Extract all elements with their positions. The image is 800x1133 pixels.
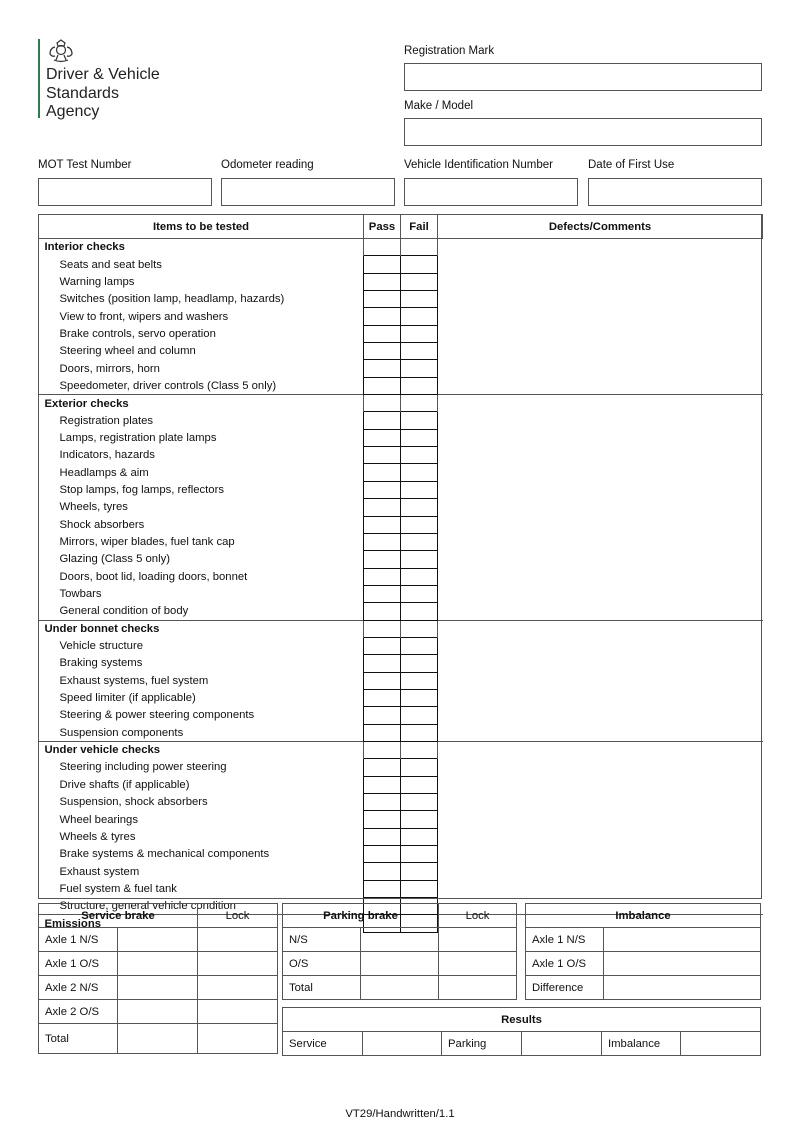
checklist-item-label: Vehicle structure [59,640,144,653]
parking-brake-table [282,903,517,1000]
vin-field[interactable] [404,178,578,206]
defects-cell[interactable] [438,568,763,585]
service-brake-row-label: Axle 2 O/S [39,1000,118,1024]
results-imbalance-cell[interactable] [681,1032,761,1056]
value-cell[interactable] [361,976,439,1000]
section-title: Interior checks [44,241,125,254]
results-service-label: Service [283,1032,363,1056]
defects-cell[interactable] [438,741,763,758]
defects-cell[interactable] [438,637,763,654]
checklist-item-row [39,533,763,550]
checklist-item-row [39,603,763,620]
fail-checkbox[interactable] [401,880,438,897]
checklist-item-row [39,568,763,585]
fail-checkbox[interactable] [401,846,438,863]
fail-checkbox[interactable] [401,759,438,776]
pass-blank [364,239,401,256]
checklist-item-row [39,811,763,828]
results-parking-label: Parking [442,1032,522,1056]
odometer-field[interactable] [221,178,395,206]
parking-brake-row-label: O/S [283,952,361,976]
value-cell[interactable] [118,1024,198,1054]
checklist-item-label: Doors, mirrors, horn [59,362,160,375]
checklist-item-label: Stop lamps, fog lamps, reflectors [59,483,224,496]
defects-cell[interactable] [438,863,763,880]
pass-blank [364,620,401,637]
section-title: Under bonnet checks [39,620,364,637]
parking-brake-title: Parking brake [283,904,439,928]
checklist-item-row [39,776,763,793]
checklist-item-label: Mirrors, wiper blades, fuel tank cap [59,536,235,549]
checklist-item-label: Wheel bearings [59,813,138,826]
fail-checkbox[interactable] [401,724,438,741]
fail-checkbox[interactable] [401,447,438,464]
fail-checkbox[interactable] [401,689,438,706]
checklist-item-label: Steering wheel and column [59,345,196,358]
checklist-item-row [39,516,763,533]
pass-checkbox[interactable] [364,707,401,724]
fail-checkbox[interactable] [401,794,438,811]
fail-blank [401,620,438,637]
pass-checkbox[interactable] [364,655,401,672]
defects-cell[interactable] [438,273,763,290]
form-reference: VT29/Handwritten/1.1 [345,1108,455,1120]
fail-checkbox[interactable] [401,568,438,585]
defects-cell[interactable] [438,846,763,863]
value-cell[interactable] [361,952,439,976]
pass-checkbox[interactable] [364,637,401,654]
checklist-item-row [39,551,763,568]
checklist-item-label: Doors, boot lid, loading doors, bonnet [59,570,248,583]
defects-cell[interactable] [438,516,763,533]
lock-cell[interactable] [198,976,278,1000]
checklist-item-row [39,464,763,481]
fail-checkbox[interactable] [401,516,438,533]
pass-checkbox[interactable] [364,447,401,464]
checklist-item-label: Seats and seat belts [59,258,162,271]
registration-mark-field[interactable] [404,63,762,91]
fail-checkbox[interactable] [401,603,438,620]
defects-cell[interactable] [438,533,763,550]
lock-cell[interactable] [439,928,517,952]
fail-checkbox[interactable] [401,481,438,498]
pass-checkbox[interactable] [364,776,401,793]
checklist-item-label: Fuel system & fuel tank [59,882,177,895]
defects-cell[interactable] [438,794,763,811]
defects-cell[interactable] [438,360,763,377]
defects-cell[interactable] [438,256,763,273]
value-cell[interactable] [604,928,761,952]
lock-cell[interactable] [439,952,517,976]
fail-checkbox[interactable] [401,360,438,377]
checklist-item-label: General condition of body [59,605,189,618]
defects-cell[interactable] [438,464,763,481]
value-cell[interactable] [604,952,761,976]
parking-brake-lock-header: Lock [439,904,517,928]
pass-blank [364,395,401,412]
fail-checkbox[interactable] [401,863,438,880]
pass-checkbox[interactable] [364,325,401,342]
checklist-item-row [39,828,763,845]
defects-cell[interactable] [438,828,763,845]
pass-checkbox[interactable] [364,429,401,446]
section-row [39,395,763,412]
section-title: Exterior checks [39,395,364,412]
checklist-item-row [39,655,763,672]
checklist-item-row [39,585,763,602]
pass-checkbox[interactable] [364,846,401,863]
checklist-item-row [39,291,763,308]
defects-cell[interactable] [438,620,763,637]
make-model-label: Make / Model [404,100,474,112]
pass-checkbox[interactable] [364,481,401,498]
value-cell[interactable] [118,928,198,952]
pass-blank [364,741,401,758]
service-brake-lock-header: Lock [198,904,278,928]
fail-checkbox[interactable] [401,637,438,654]
defects-cell[interactable] [438,585,763,602]
registration-mark-label: Registration Mark [404,45,495,57]
value-cell[interactable] [118,1000,198,1024]
defects-cell[interactable] [438,672,763,689]
fail-checkbox[interactable] [401,707,438,724]
defects-cell[interactable] [438,499,763,516]
checklist-item-label: Speedometer, driver controls (Class 5 only) [59,379,277,392]
agency-name [46,66,160,122]
defects-cell[interactable] [438,724,763,741]
defects-cell[interactable] [438,481,763,498]
pass-checkbox[interactable] [364,568,401,585]
emissions-label: Emissions [39,915,364,932]
agency-name-line: Agency [46,103,100,120]
checklist-item-row [39,343,763,360]
fail-header: Fail [401,215,438,239]
pass-checkbox[interactable] [364,672,401,689]
pass-checkbox[interactable] [364,551,401,568]
defects-cell[interactable] [438,447,763,464]
checklist-item-label: Steering & power steering components [59,709,255,722]
pass-checkbox[interactable] [364,308,401,325]
section-row [39,741,763,758]
pass-checkbox[interactable] [364,377,401,394]
checklist-item-row [39,707,763,724]
defects-cell[interactable] [438,429,763,446]
defects-cell[interactable] [438,325,763,342]
checklist-item-label: Lamps, registration plate lamps [59,431,217,444]
first-use-field[interactable] [588,178,762,206]
value-cell[interactable] [118,952,198,976]
defects-cell[interactable] [438,689,763,706]
pass-checkbox[interactable] [364,360,401,377]
fail-checkbox[interactable] [401,308,438,325]
fail-checkbox[interactable] [401,429,438,446]
fail-checkbox[interactable] [401,325,438,342]
fail-checkbox[interactable] [401,499,438,516]
pass-checkbox[interactable] [364,863,401,880]
pass-checkbox[interactable] [364,585,401,602]
fail-checkbox[interactable] [401,291,438,308]
value-cell[interactable] [118,976,198,1000]
checklist-item-label: Glazing (Class 5 only) [59,553,170,566]
checklist-item-label: Indicators, hazards [59,449,155,462]
fail-checkbox[interactable] [401,377,438,394]
value-cell[interactable] [361,928,439,952]
checklist-item-label: Drive shafts (if applicable) [59,778,190,791]
defects-cell[interactable] [438,239,763,256]
section-row [39,239,763,256]
defects-cell[interactable] [438,603,763,620]
lock-cell[interactable] [198,1000,278,1024]
checklist-item-label: Braking systems [59,657,143,670]
checklist-table [38,214,763,933]
checklist-item-label: Towbars [59,588,102,601]
checklist-item-row [39,412,763,429]
results-service-cell[interactable] [363,1032,442,1056]
fail-checkbox[interactable] [401,585,438,602]
pass-checkbox[interactable] [364,256,401,273]
checklist-item-label: Registration plates [59,414,154,427]
defects-cell[interactable] [438,308,763,325]
lock-cell[interactable] [198,952,278,976]
defects-cell[interactable] [438,291,763,308]
imbalance-title: Imbalance [526,904,761,928]
defects-cell[interactable] [438,759,763,776]
checklist-item-label: Headlamps & aim [59,466,149,479]
checklist-item-label: Exhaust systems, fuel system [59,674,209,687]
defects-cell[interactable] [438,811,763,828]
fail-checkbox[interactable] [401,256,438,273]
checklist-item-row [39,360,763,377]
checklist-item-row [39,672,763,689]
defects-cell[interactable] [438,880,763,897]
service-brake-row-label: Axle 1 O/S [39,952,118,976]
checklist-item-label: Suspension components [59,726,184,739]
checklist-item-row [39,689,763,706]
checklist-item-label: Wheels, tyres [59,501,128,514]
checklist-item-label: Brake controls, servo operation [59,327,216,340]
fail-checkbox[interactable] [401,343,438,360]
results-table [282,1007,761,1056]
imbalance-row-label: Difference [526,976,604,1000]
first-use-label: Date of First Use [588,159,675,171]
fail-checkbox[interactable] [401,828,438,845]
odometer-label: Odometer reading [221,159,314,171]
lock-cell[interactable] [198,1024,278,1054]
checklist-item-row [39,447,763,464]
results-parking-cell[interactable] [522,1032,602,1056]
fail-blank [401,395,438,412]
checklist-item-row [39,273,763,290]
fail-checkbox[interactable] [401,464,438,481]
lock-cell[interactable] [198,928,278,952]
fail-checkbox[interactable] [401,811,438,828]
pass-checkbox[interactable] [364,794,401,811]
pass-checkbox[interactable] [364,291,401,308]
checklist-item-label: Structure, general vehicle condition [59,899,236,912]
service-brake-title: Service brake [39,904,198,928]
fail-checkbox[interactable] [401,776,438,793]
pass-checkbox[interactable] [364,811,401,828]
checklist-item-row [39,256,763,273]
defects-cell[interactable] [438,395,763,412]
checklist-item-row [39,377,763,394]
pass-checkbox[interactable] [364,412,401,429]
pass-checkbox[interactable] [364,828,401,845]
defects-cell[interactable] [438,412,763,429]
checklist-item-row [39,880,763,897]
pass-checkbox[interactable] [364,464,401,481]
pass-checkbox[interactable] [364,499,401,516]
checklist-item-label: Warning lamps [59,275,135,288]
defects-cell[interactable] [438,343,763,360]
checklist-item-row [39,759,763,776]
value-cell[interactable] [604,976,761,1000]
parking-brake-row-label: N/S [283,928,361,952]
vin-label: Vehicle Identification Number [404,159,553,171]
fail-blank [401,741,438,758]
defects-cell[interactable] [438,377,763,394]
pass-checkbox[interactable] [364,689,401,706]
service-brake-row-label: Axle 1 N/S [39,928,118,952]
pass-checkbox[interactable] [364,533,401,550]
checklist-item-label: Exhaust system [59,865,140,878]
service-brake-row-label: Total [39,1024,118,1054]
pass-checkbox[interactable] [364,603,401,620]
checklist-item-row [39,724,763,741]
fail-checkbox[interactable] [401,551,438,568]
checklist-item-label: Shock absorbers [59,518,145,531]
defects-cell[interactable] [438,707,763,724]
royal-crest-icon [46,38,76,64]
imbalance-row-label: Axle 1 O/S [526,952,604,976]
pass-checkbox[interactable] [364,880,401,897]
checklist-item-label: Speed limiter (if applicable) [59,692,196,705]
make-model-field[interactable] [404,118,762,146]
checklist-item-row [39,481,763,498]
checklist-item-row [39,499,763,516]
defects-cell[interactable] [438,655,763,672]
defects-cell[interactable] [438,551,763,568]
pass-checkbox[interactable] [364,724,401,741]
mot-test-number-field[interactable] [38,178,212,206]
fail-checkbox[interactable] [401,672,438,689]
mot-test-number-label: MOT Test Number [38,159,132,171]
pass-checkbox[interactable] [364,273,401,290]
defects-cell[interactable] [438,776,763,793]
parking-brake-row-label: Total [283,976,361,1000]
agency-logo-bar [38,39,40,118]
checklist-item-row [39,325,763,342]
checklist-item-label: Wheels & tyres [59,830,136,843]
pass-checkbox[interactable] [364,516,401,533]
results-imbalance-label: Imbalance [602,1032,681,1056]
defects-header: Defects/Comments [438,215,763,239]
agency-name-line: Driver & Vehicle [46,66,160,83]
checklist-item-label: Brake systems & mechanical components [59,848,270,861]
checklist-item-row [39,637,763,654]
items-header: Items to be tested [39,215,364,239]
section-row [39,620,763,637]
fail-checkbox[interactable] [401,273,438,290]
checklist-item-label: View to front, wipers and washers [59,310,229,323]
checklist-item-row [39,308,763,325]
agency-name-line: Standards [46,84,119,102]
checklist-item-label: Switches (position lamp, headlamp, hazards) [59,293,285,306]
fail-blank [401,239,438,256]
fail-checkbox[interactable] [401,655,438,672]
results-title: Results [283,1008,761,1032]
checklist-item-label: Suspension, shock absorbers [59,796,208,809]
checklist-item-row [39,794,763,811]
pass-header: Pass [364,215,401,239]
pass-checkbox[interactable] [364,759,401,776]
checklist-item-row [39,429,763,446]
fail-checkbox[interactable] [401,412,438,429]
service-brake-row-label: Axle 2 N/S [39,976,118,1000]
service-brake-table [38,903,278,1054]
checklist-item-row [39,863,763,880]
checklist-item-label: Steering including power steering [59,761,227,774]
imbalance-table [525,903,761,1000]
fail-checkbox[interactable] [401,533,438,550]
imbalance-row-label: Axle 1 N/S [526,928,604,952]
lock-cell[interactable] [439,976,517,1000]
pass-checkbox[interactable] [364,343,401,360]
checklist-item-row [39,846,763,863]
section-title: Under vehicle checks [39,741,364,758]
